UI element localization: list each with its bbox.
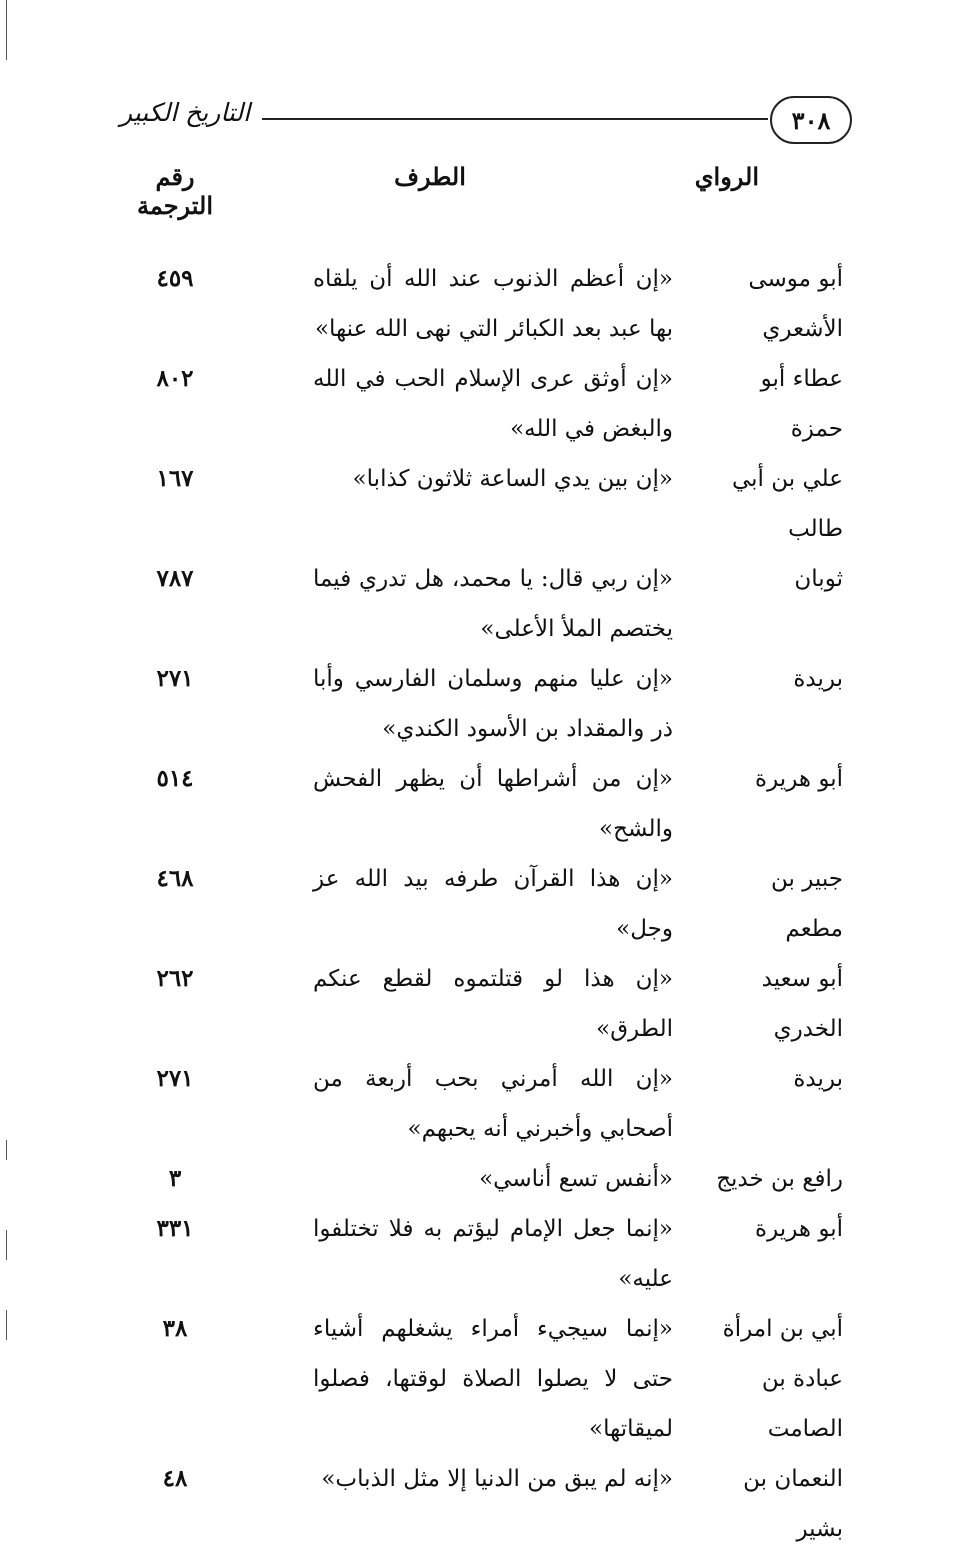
table-row	[0, 1304, 971, 1454]
page-number: ٣٠٨	[770, 96, 852, 144]
narrator-name: ثوبان	[794, 566, 843, 592]
narrator-name: بريدة	[793, 666, 843, 692]
hadith-text: «إن ربي قال: يا محمد، هل تدري فيما يختصم الملأ الأعلى»	[313, 566, 673, 642]
narrator-name: أبو هريرة	[755, 766, 843, 792]
entry-number: ٨٠٢	[156, 365, 194, 392]
table-row	[0, 854, 971, 954]
hadith-text: «إنما جعل الإمام ليؤتم به فلا تختلفوا عليه»	[313, 1216, 673, 1292]
entry-number: ٣٣١	[156, 1215, 194, 1242]
narrator-name: أبي بن امرأة عبادة بن الصامت	[722, 1316, 843, 1442]
entry-number: ٤٨	[162, 1465, 188, 1492]
narrator-name: جبير بن مطعم	[770, 866, 843, 942]
header-rule	[262, 118, 768, 120]
entry-number: ٤٦٨	[156, 865, 194, 892]
table-row	[0, 254, 971, 354]
table-row	[0, 654, 971, 754]
narrator-name: النعمان بن بشير	[743, 1466, 843, 1542]
entry-number: ٢٦٢	[156, 965, 194, 992]
entry-number: ٥١٤	[156, 765, 194, 792]
hadith-text: «إن أوثق عرى الإسلام الحب في الله والبغض في الله»	[313, 366, 673, 442]
hadith-text: «أنفس تسع أناسي»	[479, 1166, 673, 1192]
entry-number: ١٦٧	[156, 465, 194, 492]
entries-table	[0, 254, 971, 1554]
table-row	[0, 454, 971, 554]
hadith-text: «إن عليا منهم وسلمان الفارسي وأبا ذر والمقداد بن الأسود الكندي»	[313, 666, 673, 742]
narrator-name: أبو سعيد الخدري	[761, 966, 843, 1042]
narrator-name: أبو هريرة	[755, 1216, 843, 1242]
entry-number: ٧٨٧	[156, 565, 194, 592]
entry-number: ٣	[168, 1165, 182, 1192]
hadith-text: «إنه لم يبق من الدنيا إلا مثل الذباب»	[321, 1466, 673, 1492]
entry-number: ٢٧١	[156, 665, 194, 692]
page-header	[112, 96, 852, 152]
book-title: التاريخ الكبير	[119, 98, 251, 127]
narrator-name: عطاء أبو حمزة	[760, 366, 843, 442]
entry-number: ٢٧١	[156, 1065, 194, 1092]
narrator-name: بريدة	[793, 1066, 843, 1092]
hadith-text: «إن هذا القرآن طرفه بيد الله عز وجل»	[313, 866, 673, 942]
column-headers	[0, 162, 971, 220]
table-row	[0, 1054, 971, 1154]
table-row	[0, 754, 971, 854]
hadith-text: «إن هذا لو قتلتموه لقطع عنكم الطرق»	[313, 966, 673, 1042]
table-row	[0, 1204, 971, 1304]
narrator-name: رافع بن خديج	[716, 1166, 843, 1192]
table-row	[0, 954, 971, 1054]
hadith-text: «إن أعظم الذنوب عند الله أن يلقاه بها عبد بعد الكبائر التي نهى الله عنها»	[313, 266, 673, 342]
hadith-column-header: الطرف	[394, 162, 466, 191]
table-row	[0, 554, 971, 654]
hadith-text: «إن من أشراطها أن يظهر الفحش والشح»	[313, 766, 673, 842]
page-edge-mark	[6, 0, 7, 60]
narrator-column-header: الرواي	[694, 162, 759, 191]
narrator-name: علي بن أبي طالب	[731, 466, 843, 542]
entry-number: ٣٨	[162, 1315, 188, 1342]
hadith-text: «إن الله أمرني بحب أربعة من أصحابي وأخبرني أنه يحبهم»	[313, 1066, 673, 1142]
table-row	[0, 1454, 971, 1554]
table-row	[0, 354, 971, 454]
entry-number-column-header: رقم الترجمة	[136, 162, 214, 220]
table-row	[0, 1154, 971, 1204]
narrator-name: أبو موسى الأشعري	[748, 266, 843, 342]
entry-number: ٤٥٩	[156, 265, 194, 292]
hadith-text: «إن بين يدي الساعة ثلاثون كذابا»	[352, 466, 673, 492]
hadith-text: «إنما سيجيء أمراء يشغلهم أشياء حتى لا يصلوا الصلاة لوقتها، فصلوا لميقاتها»	[313, 1316, 673, 1442]
